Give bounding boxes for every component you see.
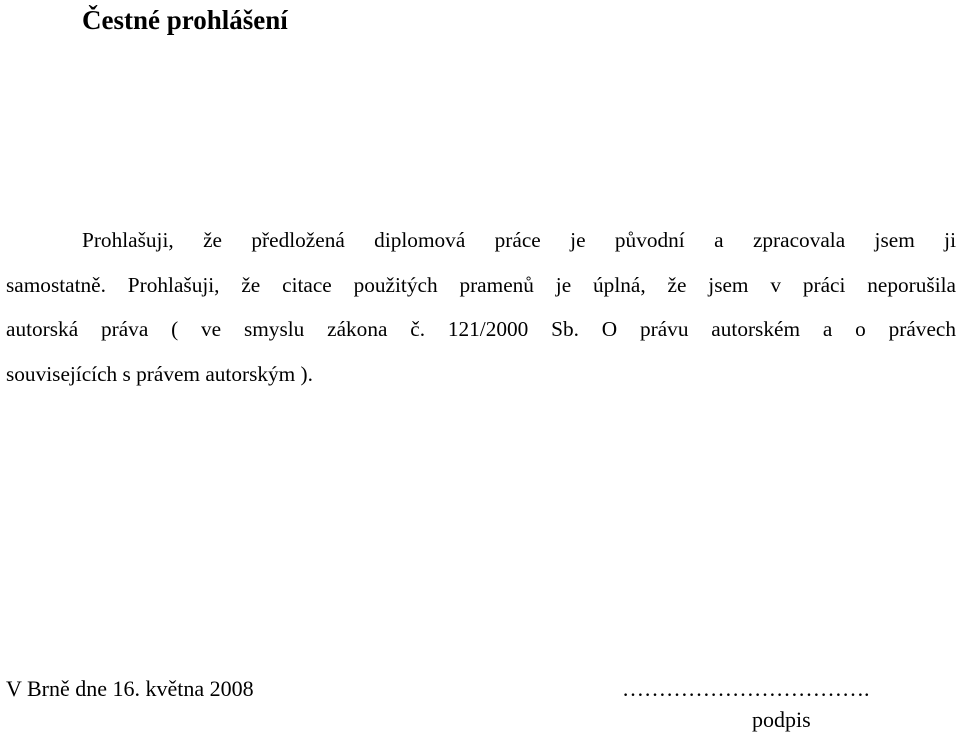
declaration-line: autorská práva ( ve smyslu zákona č. 121/2000 Sb. O právu autorském a o právech	[6, 317, 956, 341]
page-title: Čestné prohlášení	[82, 5, 288, 35]
declaration-text	[6, 218, 956, 396]
place-and-date: V Brně dne 16. května 2008	[6, 676, 254, 701]
declaration-line: Prohlašuji, že předložená diplomová práce je původní a zpracovala jsem ji	[82, 228, 956, 252]
signature-label: podpis	[752, 707, 811, 732]
declaration-line: samostatně. Prohlašuji, že citace použitých pramenů je úplná, že jsem v práci neporušila	[6, 272, 956, 297]
declaration-line: souvisejících s právem autorským ).	[6, 361, 313, 386]
signature-line: …………………………….	[622, 676, 870, 701]
